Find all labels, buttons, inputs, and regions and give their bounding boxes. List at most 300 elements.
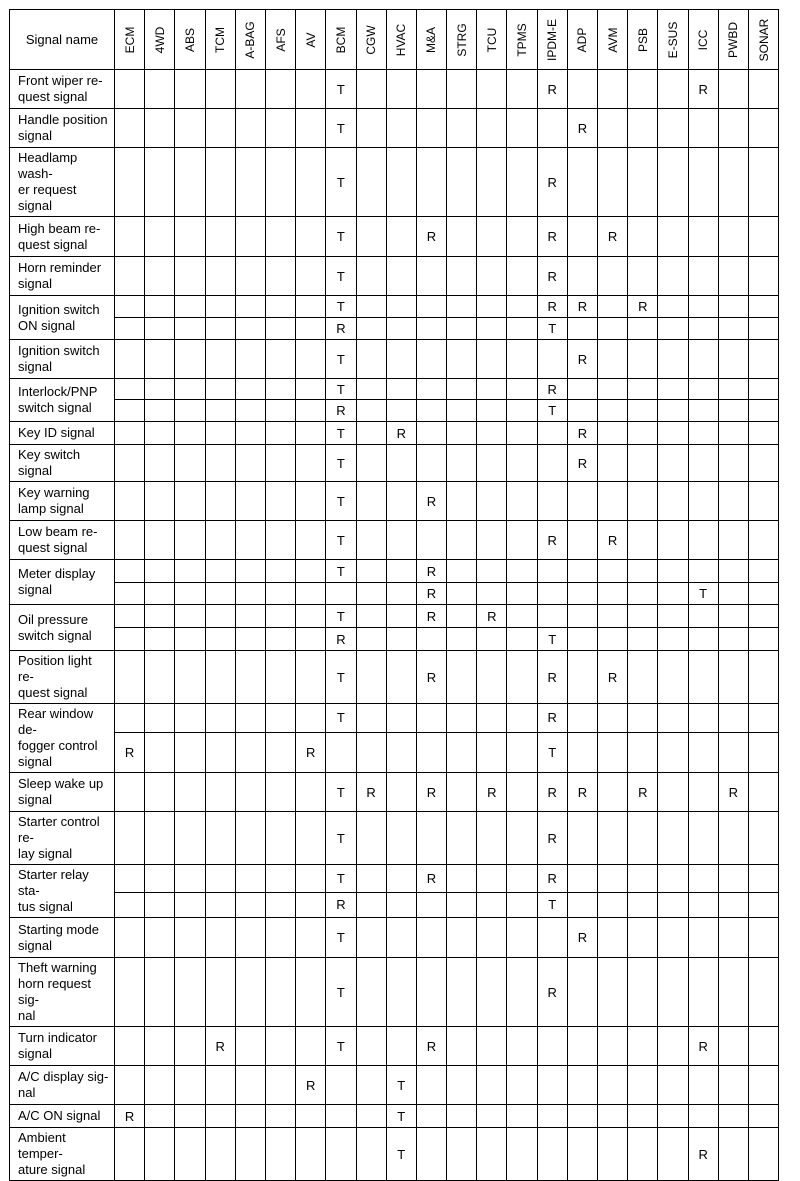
signal-name-cell: High beam re- quest signal <box>10 217 115 257</box>
matrix-cell <box>507 217 537 257</box>
matrix-cell <box>145 482 175 521</box>
matrix-cell <box>386 318 416 340</box>
matrix-cell <box>658 521 688 560</box>
matrix-cell <box>688 422 718 445</box>
matrix-cell <box>356 918 386 958</box>
matrix-cell <box>447 773 477 812</box>
matrix-cell <box>598 628 628 651</box>
matrix-cell: R <box>416 651 446 704</box>
matrix-cell: R <box>688 1128 718 1181</box>
matrix-cell <box>748 1128 778 1181</box>
matrix-cell <box>205 1128 235 1181</box>
matrix-cell <box>235 628 265 651</box>
matrix-cell <box>718 482 748 521</box>
matrix-cell <box>115 583 145 605</box>
matrix-cell <box>115 1128 145 1181</box>
matrix-cell <box>748 148 778 217</box>
matrix-cell <box>507 560 537 583</box>
matrix-cell <box>447 422 477 445</box>
matrix-cell <box>205 521 235 560</box>
matrix-cell <box>265 773 295 812</box>
matrix-cell <box>145 628 175 651</box>
matrix-cell <box>507 583 537 605</box>
matrix-cell <box>507 318 537 340</box>
matrix-cell <box>205 379 235 400</box>
matrix-cell <box>688 1066 718 1105</box>
matrix-cell <box>628 340 658 379</box>
matrix-cell <box>235 521 265 560</box>
ecu-column-label: A-BAG <box>243 20 258 59</box>
matrix-cell <box>447 445 477 482</box>
matrix-cell <box>416 628 446 651</box>
matrix-cell <box>115 400 145 422</box>
matrix-cell <box>296 217 326 257</box>
matrix-cell <box>507 400 537 422</box>
matrix-cell <box>356 1066 386 1105</box>
matrix-cell <box>447 1066 477 1105</box>
matrix-cell <box>567 257 597 296</box>
matrix-cell <box>477 318 507 340</box>
matrix-cell <box>598 1128 628 1181</box>
ecu-column-label: ICC <box>696 29 711 50</box>
matrix-cell: T <box>326 958 356 1027</box>
ecu-column-header-avm <box>598 10 628 70</box>
matrix-cell <box>688 217 718 257</box>
matrix-cell <box>477 865 507 893</box>
matrix-cell: R <box>326 400 356 422</box>
matrix-cell <box>658 257 688 296</box>
matrix-cell <box>447 732 477 772</box>
table-row <box>10 865 779 893</box>
ecu-column-label: E-SUS <box>665 21 680 58</box>
matrix-cell <box>326 1105 356 1128</box>
matrix-cell <box>265 732 295 772</box>
matrix-cell: R <box>567 918 597 958</box>
matrix-cell: R <box>628 296 658 318</box>
matrix-cell <box>205 704 235 733</box>
matrix-cell <box>235 340 265 379</box>
matrix-cell: R <box>537 812 567 865</box>
matrix-cell <box>175 583 205 605</box>
matrix-cell <box>507 892 537 917</box>
matrix-cell <box>658 628 688 651</box>
matrix-cell <box>567 217 597 257</box>
signal-name-header: Signal name <box>10 10 115 70</box>
matrix-cell <box>567 400 597 422</box>
matrix-cell: R <box>688 70 718 109</box>
matrix-cell <box>748 583 778 605</box>
matrix-cell <box>567 628 597 651</box>
matrix-cell <box>235 892 265 917</box>
matrix-cell <box>416 704 446 733</box>
matrix-cell <box>477 445 507 482</box>
matrix-cell <box>356 812 386 865</box>
matrix-cell <box>205 445 235 482</box>
matrix-cell <box>748 560 778 583</box>
matrix-cell <box>115 521 145 560</box>
matrix-cell <box>748 773 778 812</box>
matrix-cell <box>477 812 507 865</box>
matrix-cell <box>265 482 295 521</box>
matrix-cell <box>628 704 658 733</box>
matrix-cell: R <box>416 217 446 257</box>
header-row <box>10 10 779 70</box>
matrix-cell <box>205 257 235 296</box>
matrix-cell <box>658 445 688 482</box>
matrix-cell <box>658 812 688 865</box>
matrix-cell <box>477 560 507 583</box>
matrix-cell <box>748 422 778 445</box>
matrix-cell: R <box>688 1027 718 1066</box>
matrix-cell <box>718 704 748 733</box>
matrix-cell <box>537 918 567 958</box>
matrix-cell <box>265 812 295 865</box>
signal-name-cell: Rear window de- fogger control signal <box>10 704 115 773</box>
matrix-cell <box>145 318 175 340</box>
matrix-cell <box>567 1128 597 1181</box>
matrix-cell <box>265 865 295 893</box>
signal-name-cell: A/C display sig- nal <box>10 1066 115 1105</box>
matrix-cell: T <box>537 628 567 651</box>
matrix-cell <box>537 1105 567 1128</box>
matrix-cell <box>356 605 386 628</box>
matrix-cell <box>598 583 628 605</box>
matrix-cell <box>175 379 205 400</box>
table-row <box>10 704 779 733</box>
matrix-cell <box>296 812 326 865</box>
matrix-cell <box>748 340 778 379</box>
matrix-cell <box>447 1027 477 1066</box>
matrix-cell <box>145 1027 175 1066</box>
matrix-cell <box>477 651 507 704</box>
matrix-cell <box>115 318 145 340</box>
ecu-column-label: HVAC <box>394 23 409 56</box>
matrix-cell <box>598 482 628 521</box>
matrix-cell <box>145 651 175 704</box>
matrix-cell: R <box>326 628 356 651</box>
matrix-cell: R <box>477 605 507 628</box>
matrix-cell <box>296 400 326 422</box>
matrix-cell <box>598 148 628 217</box>
table-row <box>10 773 779 812</box>
matrix-cell <box>477 583 507 605</box>
matrix-cell <box>537 422 567 445</box>
ecu-column-label: AFS <box>273 27 288 52</box>
matrix-cell <box>416 812 446 865</box>
matrix-cell <box>115 340 145 379</box>
matrix-cell <box>386 400 416 422</box>
matrix-cell <box>356 257 386 296</box>
matrix-cell <box>507 704 537 733</box>
matrix-cell <box>658 340 688 379</box>
matrix-cell: R <box>537 651 567 704</box>
matrix-cell <box>748 958 778 1027</box>
matrix-cell <box>265 109 295 148</box>
matrix-cell <box>235 605 265 628</box>
matrix-cell <box>718 296 748 318</box>
matrix-cell <box>416 257 446 296</box>
matrix-cell <box>386 521 416 560</box>
matrix-cell <box>748 257 778 296</box>
matrix-cell <box>537 482 567 521</box>
matrix-cell: T <box>326 865 356 893</box>
matrix-cell <box>718 340 748 379</box>
matrix-cell <box>386 1027 416 1066</box>
ecu-column-label: ADP <box>575 27 590 52</box>
matrix-cell <box>447 704 477 733</box>
matrix-cell <box>718 605 748 628</box>
matrix-cell <box>598 445 628 482</box>
ecu-column-label: CGW <box>364 24 379 55</box>
matrix-cell <box>507 521 537 560</box>
matrix-cell <box>265 628 295 651</box>
ecu-column-label: AVM <box>605 26 620 53</box>
matrix-cell <box>175 1027 205 1066</box>
table-row <box>10 521 779 560</box>
matrix-cell <box>477 958 507 1027</box>
matrix-cell <box>145 422 175 445</box>
matrix-cell <box>296 1027 326 1066</box>
matrix-cell: T <box>326 773 356 812</box>
matrix-cell <box>175 109 205 148</box>
matrix-cell <box>175 958 205 1027</box>
signal-name-cell: Position light re- quest signal <box>10 651 115 704</box>
matrix-cell <box>416 70 446 109</box>
matrix-cell <box>265 379 295 400</box>
matrix-cell <box>567 521 597 560</box>
ecu-column-label: TCU <box>484 27 499 52</box>
matrix-cell <box>628 651 658 704</box>
matrix-cell <box>718 70 748 109</box>
signal-name-cell: Starter control re- lay signal <box>10 812 115 865</box>
matrix-cell <box>265 422 295 445</box>
matrix-cell <box>296 865 326 893</box>
matrix-cell <box>658 1128 688 1181</box>
matrix-cell: T <box>326 1027 356 1066</box>
matrix-cell <box>507 379 537 400</box>
matrix-cell <box>235 812 265 865</box>
matrix-cell <box>115 651 145 704</box>
matrix-cell <box>688 445 718 482</box>
matrix-cell <box>386 70 416 109</box>
matrix-cell <box>175 1128 205 1181</box>
matrix-cell <box>296 918 326 958</box>
matrix-cell <box>537 605 567 628</box>
matrix-cell <box>598 109 628 148</box>
matrix-cell: R <box>416 583 446 605</box>
matrix-cell: R <box>628 773 658 812</box>
matrix-cell <box>235 482 265 521</box>
matrix-cell <box>748 651 778 704</box>
matrix-cell <box>447 318 477 340</box>
matrix-cell <box>688 296 718 318</box>
signal-name-cell: Key switch signal <box>10 445 115 482</box>
matrix-cell <box>175 296 205 318</box>
ecu-column-header-av <box>296 10 326 70</box>
table-row <box>10 70 779 109</box>
matrix-cell <box>115 560 145 583</box>
matrix-cell <box>598 257 628 296</box>
matrix-cell <box>145 704 175 733</box>
ecu-column-header-abs <box>175 10 205 70</box>
matrix-cell <box>115 704 145 733</box>
matrix-cell: R <box>416 605 446 628</box>
matrix-cell: T <box>326 340 356 379</box>
matrix-cell: T <box>326 422 356 445</box>
matrix-cell <box>688 379 718 400</box>
matrix-cell: T <box>326 379 356 400</box>
ecu-column-header-e-sus <box>658 10 688 70</box>
matrix-cell <box>628 379 658 400</box>
matrix-cell <box>688 257 718 296</box>
matrix-cell <box>628 400 658 422</box>
matrix-cell: T <box>326 482 356 521</box>
signal-name-cell: Sleep wake up signal <box>10 773 115 812</box>
matrix-cell <box>507 148 537 217</box>
matrix-cell <box>598 704 628 733</box>
matrix-cell <box>386 773 416 812</box>
matrix-cell <box>175 812 205 865</box>
matrix-cell <box>477 148 507 217</box>
matrix-cell <box>235 148 265 217</box>
matrix-cell <box>235 318 265 340</box>
matrix-cell <box>748 1027 778 1066</box>
matrix-cell <box>265 704 295 733</box>
matrix-cell <box>386 812 416 865</box>
matrix-cell <box>658 732 688 772</box>
table-row <box>10 217 779 257</box>
ecu-column-header-m-a <box>416 10 446 70</box>
matrix-cell <box>718 651 748 704</box>
ecu-column-label: PWBD <box>726 21 741 58</box>
matrix-cell <box>507 628 537 651</box>
table-row <box>10 400 779 422</box>
matrix-cell <box>235 583 265 605</box>
matrix-cell <box>296 318 326 340</box>
matrix-cell <box>658 217 688 257</box>
matrix-cell <box>205 109 235 148</box>
matrix-cell <box>115 70 145 109</box>
matrix-cell <box>145 732 175 772</box>
matrix-cell <box>447 296 477 318</box>
matrix-cell <box>567 379 597 400</box>
matrix-cell <box>145 1066 175 1105</box>
matrix-cell <box>175 482 205 521</box>
ecu-column-header-tpms <box>507 10 537 70</box>
matrix-cell <box>115 892 145 917</box>
matrix-cell <box>356 340 386 379</box>
matrix-cell <box>235 296 265 318</box>
matrix-cell <box>537 445 567 482</box>
matrix-cell <box>115 628 145 651</box>
matrix-cell <box>115 445 145 482</box>
matrix-cell <box>386 628 416 651</box>
ecu-column-label: IPDM-E <box>545 18 560 61</box>
matrix-cell <box>748 1066 778 1105</box>
ecu-column-label: STRG <box>454 22 469 57</box>
matrix-cell <box>235 70 265 109</box>
matrix-cell: T <box>326 605 356 628</box>
matrix-cell <box>265 605 295 628</box>
matrix-cell <box>386 958 416 1027</box>
matrix-cell <box>235 865 265 893</box>
matrix-cell: T <box>386 1128 416 1181</box>
matrix-cell <box>296 257 326 296</box>
matrix-cell <box>115 296 145 318</box>
matrix-cell: T <box>326 217 356 257</box>
matrix-cell <box>628 812 658 865</box>
matrix-cell <box>205 1105 235 1128</box>
matrix-cell <box>115 379 145 400</box>
table-row <box>10 958 779 1027</box>
matrix-cell <box>658 296 688 318</box>
matrix-cell <box>447 109 477 148</box>
matrix-cell <box>265 318 295 340</box>
matrix-cell <box>477 217 507 257</box>
table-row <box>10 257 779 296</box>
matrix-cell <box>416 1066 446 1105</box>
matrix-cell: T <box>326 704 356 733</box>
matrix-cell <box>537 340 567 379</box>
matrix-cell: R <box>416 560 446 583</box>
matrix-cell <box>748 70 778 109</box>
matrix-cell <box>688 773 718 812</box>
matrix-cell <box>507 732 537 772</box>
matrix-cell <box>356 109 386 148</box>
matrix-cell <box>205 422 235 445</box>
matrix-cell: R <box>537 257 567 296</box>
matrix-cell <box>658 918 688 958</box>
matrix-cell: T <box>326 651 356 704</box>
matrix-cell <box>235 918 265 958</box>
matrix-cell <box>507 605 537 628</box>
matrix-cell <box>416 318 446 340</box>
matrix-cell <box>748 296 778 318</box>
matrix-cell <box>296 482 326 521</box>
matrix-cell <box>386 445 416 482</box>
matrix-cell <box>265 400 295 422</box>
matrix-cell <box>115 217 145 257</box>
matrix-cell <box>175 217 205 257</box>
matrix-cell <box>598 1027 628 1066</box>
matrix-cell <box>296 1128 326 1181</box>
matrix-cell <box>688 918 718 958</box>
matrix-cell <box>235 217 265 257</box>
matrix-cell <box>628 560 658 583</box>
matrix-cell <box>477 400 507 422</box>
matrix-cell <box>265 217 295 257</box>
matrix-cell <box>205 865 235 893</box>
matrix-cell <box>447 892 477 917</box>
matrix-cell <box>235 400 265 422</box>
matrix-cell <box>567 865 597 893</box>
matrix-cell <box>265 340 295 379</box>
matrix-cell <box>477 482 507 521</box>
matrix-cell <box>628 583 658 605</box>
matrix-cell: T <box>326 445 356 482</box>
matrix-cell <box>658 958 688 1027</box>
matrix-cell <box>447 628 477 651</box>
table-row <box>10 296 779 318</box>
matrix-cell <box>567 583 597 605</box>
matrix-cell <box>658 651 688 704</box>
matrix-cell <box>718 109 748 148</box>
matrix-cell <box>386 217 416 257</box>
table-row <box>10 1105 779 1128</box>
matrix-cell <box>356 445 386 482</box>
ecu-column-header-ecm <box>115 10 145 70</box>
matrix-cell <box>145 1128 175 1181</box>
